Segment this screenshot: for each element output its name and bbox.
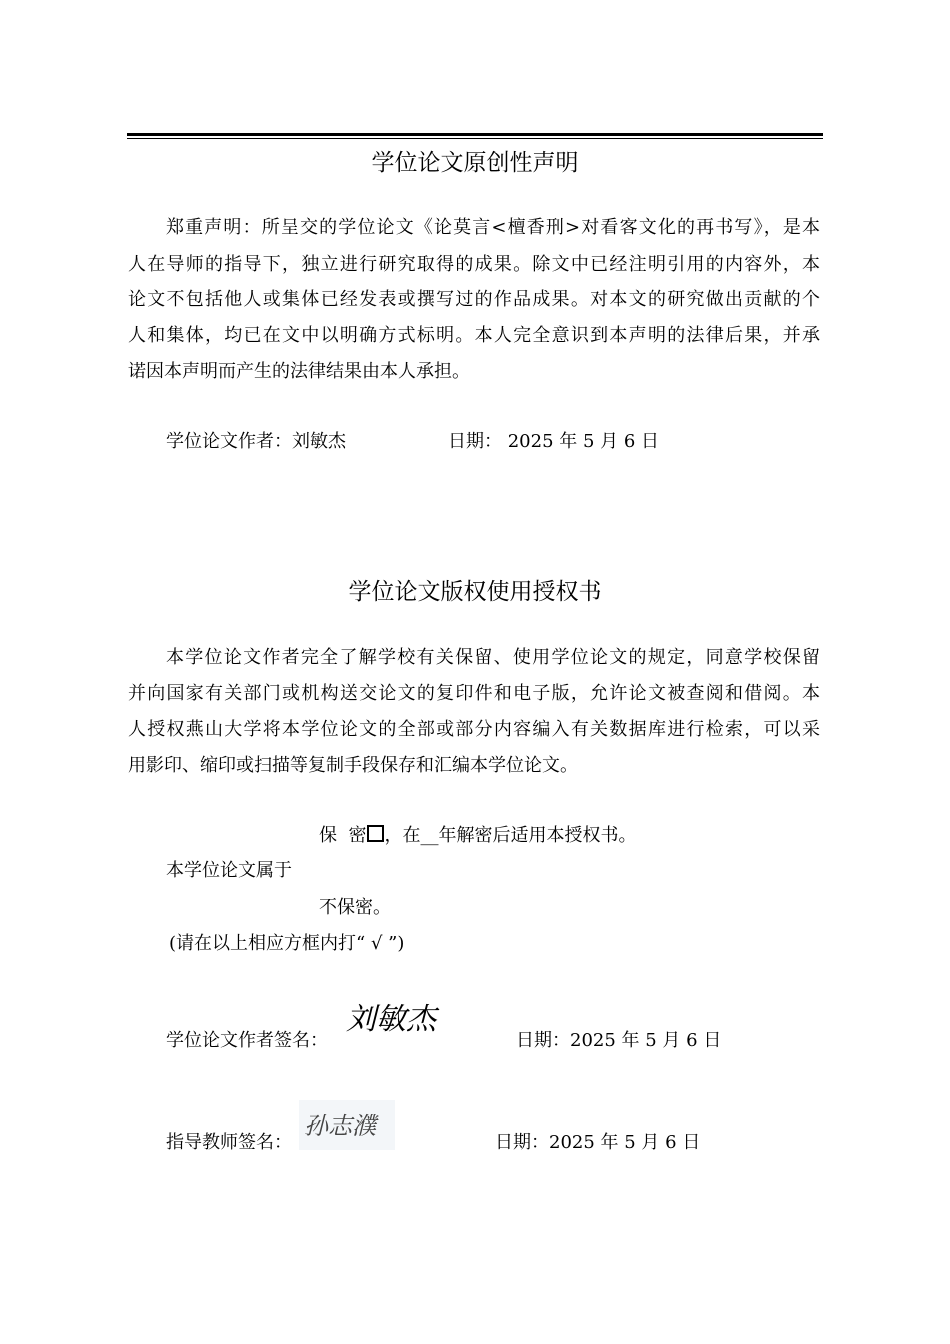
declaration-title: 学位论文原创性声明 bbox=[371, 150, 579, 176]
declaration-line: 诺因本声明而产生的法律结果由本人承担。 bbox=[128, 361, 470, 382]
authorization-line: 本学位论文作者完全了解学校有关保留、使用学位论文的规定，同意学校保留 bbox=[166, 647, 820, 668]
declaration-line: 人和集体，均已在文中以明确方式标明。本人完全意识到本声明的法律后果，并承 bbox=[128, 325, 820, 346]
declaration-date: 日期： 2025 年 5 月 6 日 bbox=[448, 431, 660, 452]
declaration-line: 人在导师的指导下，独立进行研究取得的成果。除文中已经注明引用的内容外，本 bbox=[128, 254, 820, 275]
authorization-line: 用影印、缩印或扫描等复制手段保存和汇编本学位论文。 bbox=[128, 755, 578, 776]
advisor-sign-label: 指导教师签名： bbox=[166, 1132, 292, 1153]
authorization-line: 并向国家有关部门或机构送交论文的复印件和电子版，允许论文被查阅和借阅。本 bbox=[128, 683, 820, 704]
declaration-author: 学位论文作者：刘敏杰 bbox=[166, 431, 346, 452]
advisor-date: 日期：2025 年 5 月 6 日 bbox=[495, 1132, 701, 1153]
author-sign-label: 学位论文作者签名： bbox=[166, 1030, 328, 1051]
not-secret-option: 不保密。 bbox=[319, 897, 391, 918]
declaration-line: 论文不包括他人或集体已经发表或撰写过的作品成果。对本文的研究做出贡献的个 bbox=[128, 289, 820, 310]
belongs-label: 本学位论文属于 bbox=[166, 860, 292, 881]
declaration-line: 郑重声明：所呈交的学位论文《论莫言<檀香刑>对看客文化的再书写》，是本 bbox=[166, 217, 820, 238]
header-rule bbox=[127, 133, 823, 139]
advisor-signature: 孙志濮 bbox=[304, 1112, 376, 1140]
instruction-text: (请在以上相应方框内打“ √ ”) bbox=[169, 933, 405, 954]
author-date: 日期：2025 年 5 月 6 日 bbox=[516, 1030, 722, 1051]
secret-option bbox=[319, 825, 636, 847]
secret-label: 保 密 bbox=[319, 825, 367, 846]
authorization-line: 人授权燕山大学将本学位论文的全部或部分内容编入有关数据库进行检索，可以采 bbox=[128, 719, 820, 740]
author-signature: 刘敏杰 bbox=[346, 1002, 436, 1037]
secret-checkbox[interactable] bbox=[367, 825, 384, 842]
secret-suffix: ，在__年解密后适用本授权书。 bbox=[384, 825, 637, 846]
authorization-title: 学位论文版权使用授权书 bbox=[348, 579, 602, 605]
